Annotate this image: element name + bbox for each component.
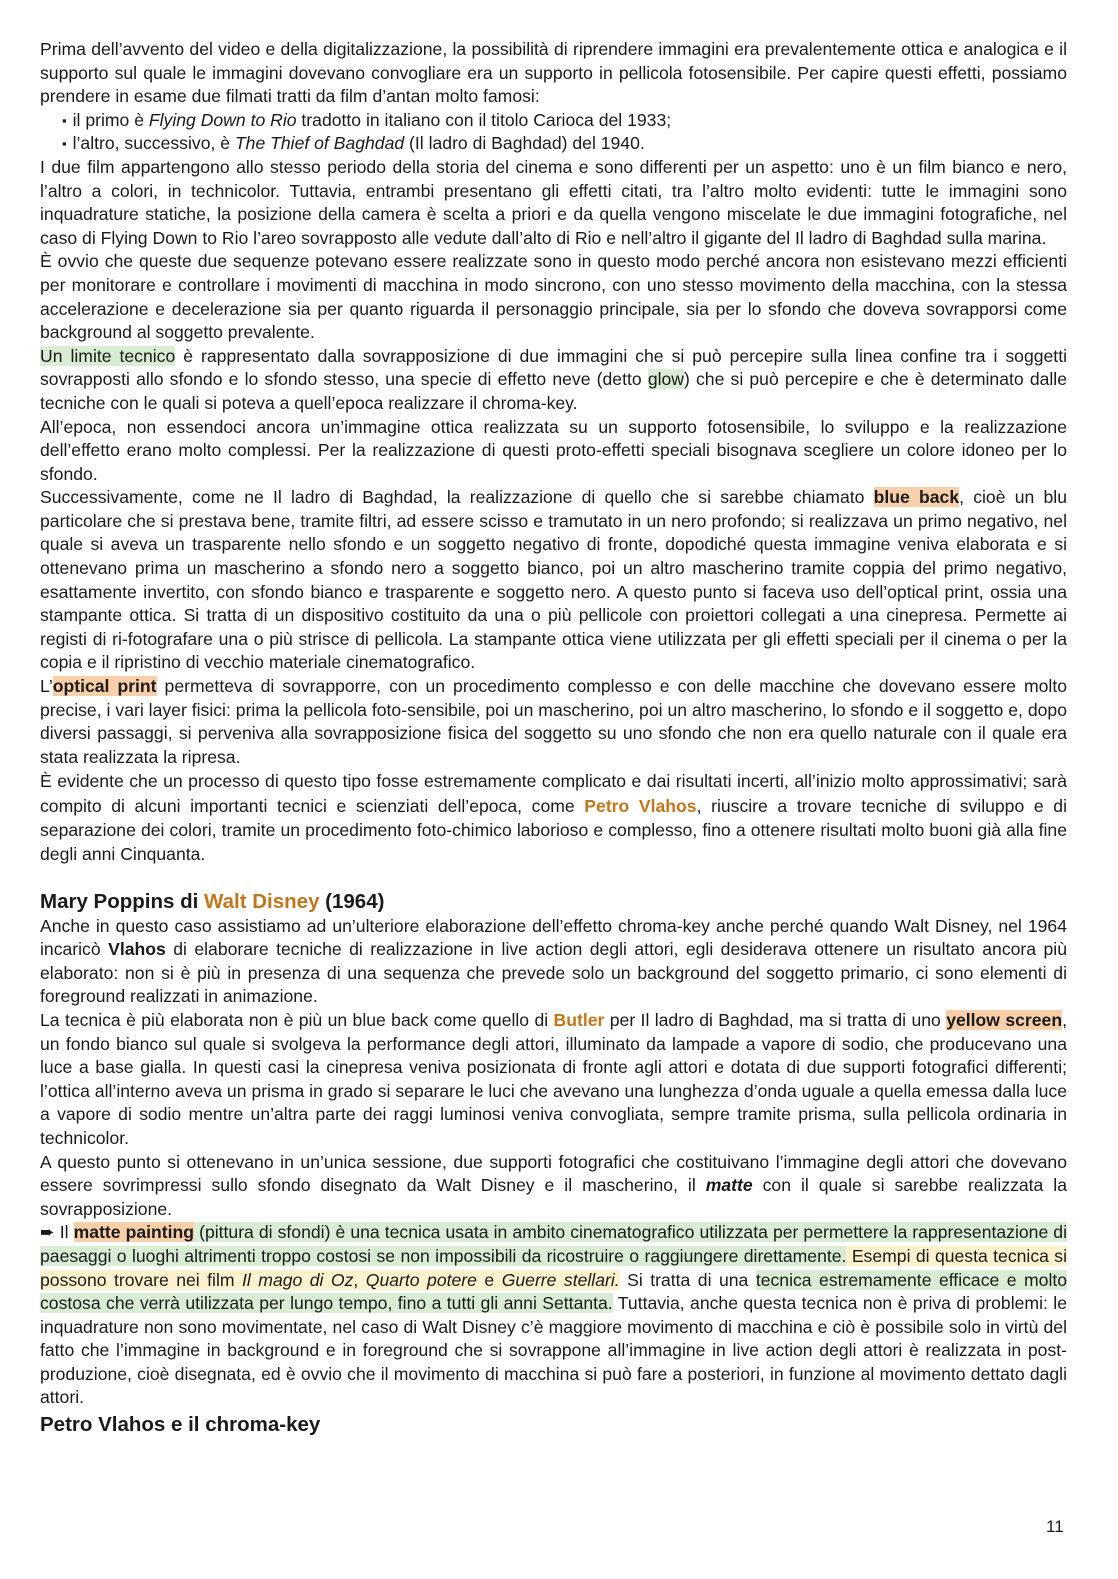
paragraph: Un limite tecnico è rappresentato dalla sovrapposizione di due immagini che si può percepire sulla linea confine tra i soggetti sovrapposti allo sfondo e lo sfondo stesso, una specie di effetto neve (detto glow) che si può percepire e che è determinato dalle tecniche con le quali si poteva a quell’epoca realizzare il chroma-key.: [40, 345, 1067, 413]
paragraph: Anche in questo caso assistiamo ad un’ulteriore elaborazione dell’effetto chroma-key anche perché quando Walt Disney, nel 1964 incaricò Vlahos di elaborare tecniche di realizzazione in live action degli attori, egli desiderava ottenere un risultato ancora più elaborato: non si è più in presenza di una sequenza che prevede solo un background del soggetto primario, ci sono elementi di foreground realizzati in animazione.: [40, 915, 1067, 1007]
paragraph: A questo punto si ottenevano in un’unica sessione, due supporti fotografici che costituivano l’immagine degli attori che dovevano essere sovrimpressi sullo sfondo disegnato da Walt Disney e il mascherino, il matte con il quale si sarebbe realizzata la sovrapposizione.: [40, 1151, 1068, 1219]
highlight: Un limite tecnico: [40, 345, 176, 366]
paragraph-intro: Prima dell’avvento del video e della digitalizzazione, la possibilità di riprendere immagini era prevalentemente ottica e analogica e il supporto sul quale le immagini dovevano convogliare era un supporto in pellicola fotosensibile. Per capire questi effetti, possiamo prendere in esame due filmati tratti da film d’antan molto famosi:: [40, 39, 1067, 107]
paragraph: L’optical print permetteva di sovrapporre, con un procedimento complesso e con delle macchine che dovevano essere molto precise, i vari layer fisici: prima la pellicola foto-sensibile, poi un mascherino, poi un altro mascherino, lo sfondo e il soggetto e, dopo diversi passaggi, si perveniva alla sovrapposizione fisica del soggetto su uno sfondo che non era quello naturale con il quale era stata realizzata la ripresa.: [40, 676, 1067, 767]
highlight-term: optical print: [52, 676, 157, 697]
paragraph: È ovvio che queste due sequenze potevano essere realizzate sono in questo modo perché ancora non esistevano mezzi efficienti per monitorare e controllare i movimenti di macchina in modo sincrono, con uno stesso movimento della macchina, con la stessa accelerazione e decelerazione sia per quanto riguarda il personaggio principale, sia per lo sfondo che doveva sovrapporsi come background al soggetto prevalente.: [40, 251, 1067, 343]
section-heading: Mary Poppins di Walt Disney (1964): [40, 889, 385, 913]
paragraph: I due film appartengono allo stesso periodo della storia del cinema e sono differenti per un aspetto: uno è un film bianco e nero, l’altro a colori, in technicolor. Tuttavia, entrambi presentano gli effetti citati, tra l’altro molto evidenti: tutte le immagini sono inquadrature statiche, la posizione della camera è scelta a priori e da quella vengono miscelate le due immagini fotografiche, nel caso di Flying Down to Rio l’areo sovrapposto alle vedute dall’alto di Rio e nell’altro il gigante del Il ladro di Baghdad sulla marina.: [40, 156, 1067, 248]
paragraph: È evidente che un processo di questo tipo fosse estremamente complicato e dai risultati incerti, all’inizio molto approssimativi; sarà compito di alcuni importanti tecnici e scienziati dell’epoca, come Petro Vlahos, riuscire a trovare tecniche di sviluppo e di separazione dei colori, tramite un procedimento foto-chimico laborioso e complesso, fino a ottenere risultati molto buoni già alla fine degli anni Cinquanta.: [40, 771, 1067, 865]
paragraph: All’epoca, non essendoci ancora un’immagine ottica realizzata su un supporto fotosensibile, lo sviluppo e la realizzazione dell’effetto erano molto complessi. Per la realizzazione di questi proto-effetti speciali bisognava scegliere un colore idoneo per lo sfondo.: [40, 416, 1067, 484]
section-heading: Petro Vlahos e il chroma-key: [40, 1413, 321, 1437]
film-list: [40, 109, 1067, 156]
list-item: ▪ il primo è Flying Down to Rio tradotto in italiano con il titolo Carioca del 1933;: [62, 109, 1067, 133]
paragraph: La tecnica è più elaborata non è più un blue back come quello di Butler per Il ladro di Baghdad, ma si tratta di uno yellow screen, un fondo bianco sul quale si svolgeva la performance degli attori, illuminato da lampade a vapore di sodio, che producevano una luce a base gialla. In questi casi la cinepresa veniva posizionata di fronte agli attori e dotata di due supporti fotografici differenti; l’ottica all’interno aveva un prisma in grado si separare le luci che avevano una lunghezza d’onda uguale a quella emessa dalla luce a vapore di sodio mentre un’altra parte dei raggi luminosi veniva convogliata, sempre tramite prisma, sulla pellicola ordinaria in technicolor.: [40, 1009, 1067, 1148]
highlight-term: blue back: [873, 487, 960, 508]
page-number: 11: [1046, 1517, 1064, 1536]
paragraph: ➨ Il matte painting (pittura di sfondi) è una tecnica usata in ambito cinematografico utilizzata per permettere la rappresentazione di paesaggi o luoghi altrimenti troppo costosi se non impossibili da ricostruire o raggiungere direttamente. Esempi di questa tecnica si possono trovare nei film Il mago di Oz, Quarto potere e Guerre stellari. Si tratta di una tecnica estremamente efficace e molto costosa che verrà utilizzata per lungo tempo, fino a tutti gli anni Settanta. Tuttavia, anche questa tecnica non è priva di problemi: le inquadrature non sono movimentate, nel caso di Walt Disney c’è maggiore movimento di macchina e ciò è possibile solo in virtù del fatto che l’immagine in background e in foreground che si sovrappone all’immagine in live action degli attori è realizzata in post-produzione, cioè disegnata, ed è ovvio che il movimento di macchina si può fare a posteriori, in funzione al movimento dettato dagli attori.: [40, 1222, 1068, 1408]
paragraph: Successivamente, come ne Il ladro di Baghdad, la realizzazione di quello che si sarebbe chiamato blue back, cioè un blu particolare che si prestava bene, tramite filtri, ad essere scisso e tramutato in un nero profondo; si realizzava un primo negativo, nel quale si aveva un trasparente nello sfondo e un soggetto negativo di fronte, dopodiché questa immagine veniva elaborata e si ottenevano prima un mascherino a sfondo nero a soggetto bianco, poi un altro mascherino tramite coppia del primo negativo, esattamente invertito, con sfondo bianco e trasparente e soggetto nero. A questo punto si faceva uso dell’optical print, ossia una stampante ottica. Si tratta di un dispositivo costituito da una o più pellicole con proiettori collegati a una cinepresa. Permette ai registi di ri-fotografare una o più strisce di pellicola. La stampante ottica viene utilizzata per gli effetti speciali per il cinema o per la copia e il ripristino di vecchio materiale cinematografico.: [40, 487, 1067, 673]
highlight-term: matte painting: [73, 1222, 195, 1243]
name-highlight: Petro Vlahos: [584, 795, 697, 816]
document-body: [40, 38, 1067, 1438]
highlight-term: yellow screen: [946, 1009, 1063, 1030]
list-item: ▪ l’altro, successivo, è The Thief of Baghdad (Il ladro di Baghdad) del 1940.: [62, 132, 1067, 156]
highlight: glow: [647, 369, 684, 390]
